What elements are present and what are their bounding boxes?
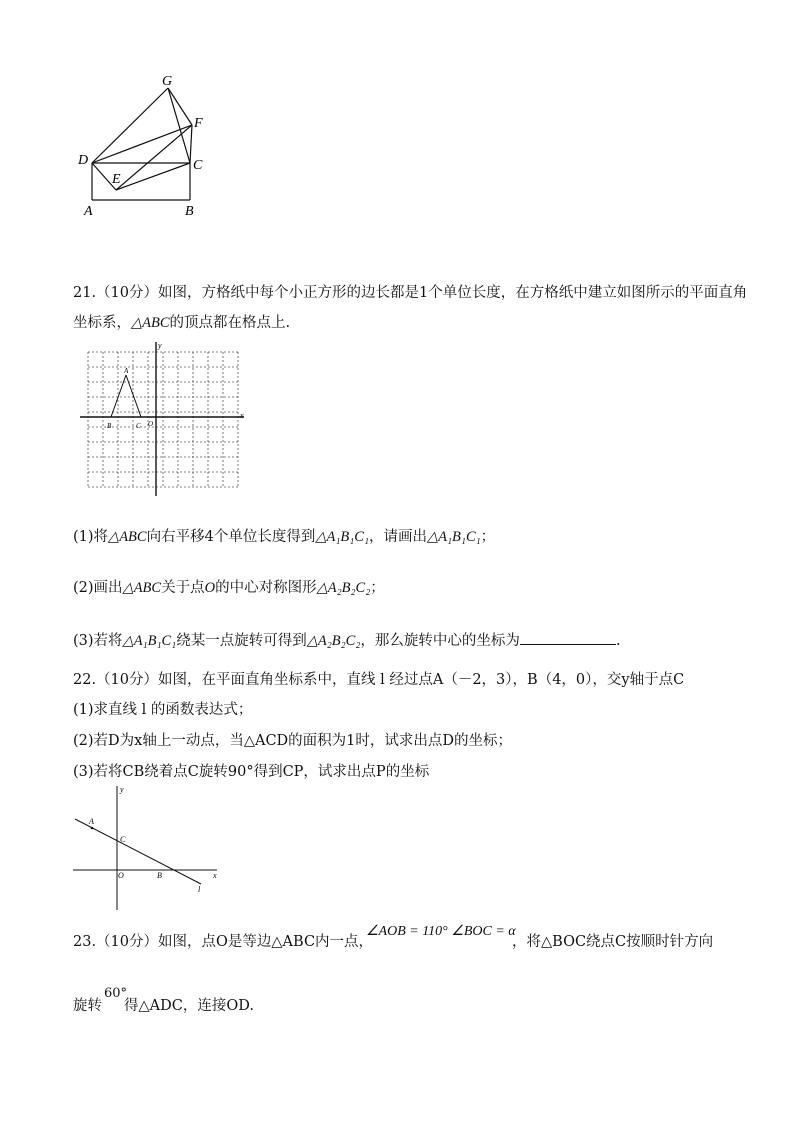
grid-x-label: x — [240, 411, 244, 420]
label-D: D — [78, 153, 89, 168]
graph-y-label: y — [120, 785, 124, 794]
q21-part3 — [73, 630, 621, 651]
q22-part1: (1)求直线 l 的函数表达式； — [73, 702, 253, 718]
q21-part2 — [73, 578, 385, 598]
q23-angle: 60° — [104, 986, 128, 1001]
q21-p3-b: 绕某一点旋转可得到 — [176, 633, 307, 649]
q21-header2-tail: 的顶点都在格点上. — [169, 315, 291, 331]
q21-p3-t2: △A₂B₂C₂ — [306, 633, 361, 649]
q23-formula: ∠AOB = 110° ∠BOC = α — [366, 924, 516, 939]
q23-header-b: ，将△BOC绕点C按顺时针方向 — [512, 934, 714, 950]
grid-C-label: C — [136, 422, 141, 430]
q21-p3-c: ，那么旋转中心的坐标为 — [360, 633, 520, 649]
label-C: C — [193, 158, 203, 173]
geometry-figure — [70, 70, 220, 220]
q21-p2-t: △A₂B₂C₂ — [316, 580, 371, 596]
grid-A-label: A — [124, 367, 129, 375]
q23-header-a: 23.（10分）如图，点O是等边△ABC内一点， — [73, 934, 374, 950]
label-B: B — [185, 204, 194, 219]
q21-p2-tri: △ABC — [122, 580, 162, 596]
q21-part1 — [73, 527, 495, 547]
label-E: E — [112, 172, 121, 187]
q21-p3-a: (3)若将 — [73, 633, 123, 649]
q21-header-line2 — [73, 313, 290, 333]
q23-line2-a: 旋转 — [73, 998, 102, 1014]
q21-p3-t1: △A₁B₁C₁ — [122, 633, 177, 649]
q21-p2-a: (2)画出 — [73, 580, 123, 596]
graph-l-label: l — [198, 885, 201, 894]
grid-B-label: B — [107, 422, 112, 430]
q21-p3-d: . — [615, 633, 621, 649]
label-F: F — [194, 116, 203, 131]
label-A: A — [84, 204, 93, 219]
graph-C-label: C — [120, 835, 126, 844]
q23-line2 — [73, 996, 102, 1016]
grid-y-label: y — [158, 341, 162, 350]
graph-O-label: O — [118, 871, 124, 880]
answer-blank[interactable] — [520, 630, 616, 645]
grid-figure — [78, 340, 248, 500]
q21-p1-c: ，请画出 — [369, 529, 427, 545]
q21-p2-d: ； — [370, 580, 385, 596]
q21-p1-b: 向右平移4个单位长度得到 — [146, 529, 316, 545]
line-graph — [65, 782, 225, 914]
q22-part2: (2)若D为x轴上一动点，当△ACD的面积为1时，试求出点D的坐标； — [73, 733, 513, 749]
graph-x-label: x — [213, 871, 217, 880]
q23-line2-b: 得△ADC，连接OD. — [124, 998, 254, 1014]
grid-O-label: O — [148, 420, 154, 428]
q21-p2-o: O — [204, 580, 216, 596]
q21-p2-b: 关于点 — [161, 580, 205, 596]
q21-p1-tri: △ABC — [108, 529, 147, 545]
q21-p1-a: (1)将 — [73, 529, 109, 545]
q22-part3: (3)若将CB绕着点C旋转90°得到CP，试求出点P的坐标 — [73, 764, 430, 780]
q21-header: 21.（10分）如图，方格纸中每个小正方形的边长都是1个单位长度，在方格纸中建立如图所示的平面直角 — [73, 285, 748, 301]
q21-p1-t2: △A₁B₁C₁ — [427, 529, 481, 545]
q21-p1-d: ； — [480, 529, 496, 545]
label-G: G — [162, 74, 173, 89]
q21-triangle: △ABC — [131, 315, 170, 331]
q23-line1 — [73, 932, 373, 952]
q21-p2-c: 的中心对称图形 — [215, 580, 317, 596]
graph-A-label: A — [89, 817, 94, 826]
q21-p1-t1: △A₁B₁C₁ — [315, 529, 369, 545]
graph-B-label: B — [157, 871, 162, 880]
q21-header2: 坐标系， — [73, 315, 131, 331]
q22-header: 22.（10分）如图，在平面直角坐标系中，直线 l 经过点A（－2，3），B（4，0），交y轴于点C — [73, 672, 685, 688]
